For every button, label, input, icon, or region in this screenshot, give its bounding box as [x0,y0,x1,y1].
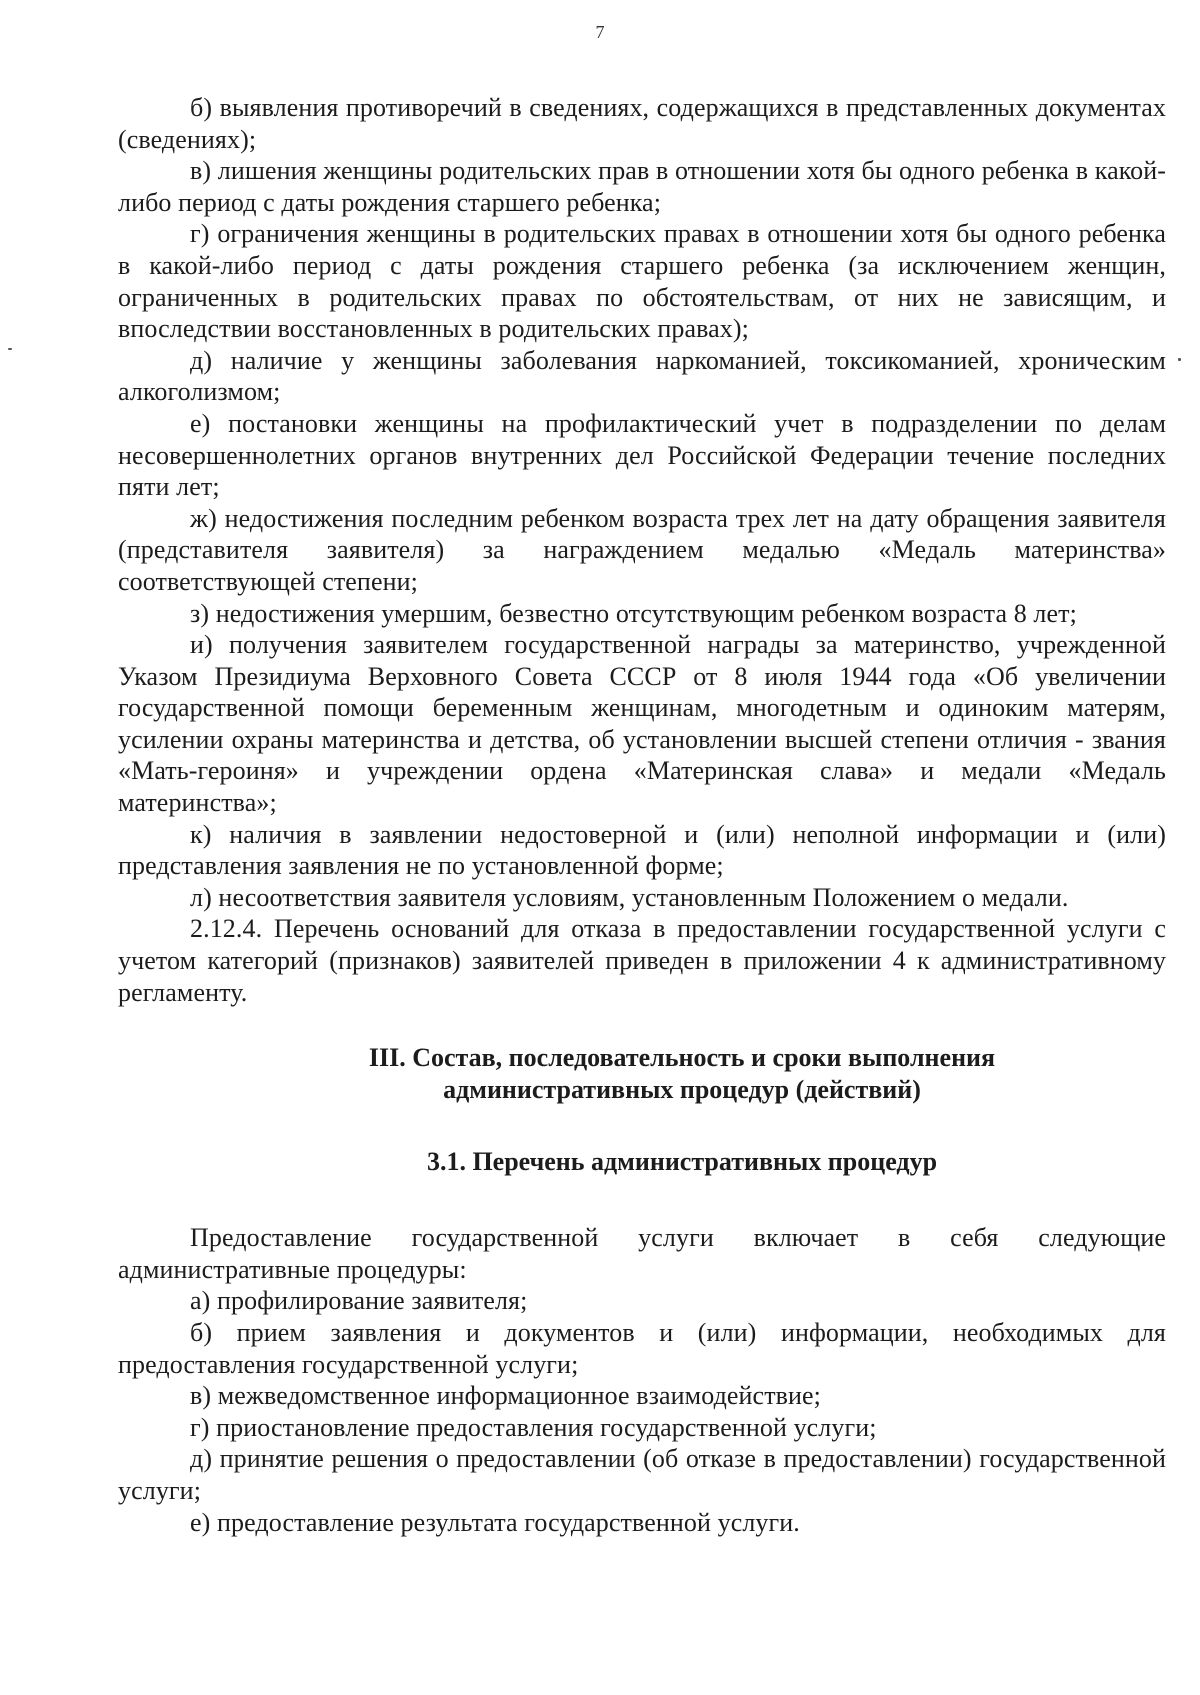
scan-speck [1178,358,1181,361]
list-item: в) межведомственное информационное взаимодействие; [190,1381,822,1411]
scan-speck [8,348,12,350]
list-item: д) наличие у женщины заболевания наркоманией, токсикоманией, хроническим алкоголизмом; [118,345,1166,407]
grounds-list [118,92,1166,1008]
section-heading-line2: административных процедур (действий) [443,1075,921,1105]
list-item: а) профилирование заявителя; [190,1286,528,1316]
list-item: и) получения заявителем государственной награды за материнство, учрежденной Указом Президиума Верховного Совета СССР от 8 июля 1944 года «Об увеличении государственной помощи беременным женщинам, многодетным и одиноким матерям, усилении охраны материнства и детства, об установлении высшей степени отличия - звания «Мать-героиня» и учреждении ордена «Материнская слава» и медали «Медаль материнства»; [118,630,1166,818]
list-item: г) ограничения женщины в родительских правах в отношении хотя бы одного ребенка в какой-либо период с даты рождения старшего ребенка (за исключением женщин, ограниченных в родительских правах по обстоятельствам, от них не зависящим, и впоследствии восстановленных в родительских правах); [118,219,1166,344]
list-item: в) лишения женщины родительских прав в отношении хотя бы одного ребенка в какой-либо период с даты рождения старшего ребенка; [118,156,1166,217]
list-item: б) прием заявления и документов и (или) информации, необходимых для предоставления государственной услуги; [118,1318,1166,1379]
list-item: з) недостижения умершим, безвестно отсутствующим ребенком возраста 8 лет; [190,598,1077,628]
section-heading-line1: III. Состав, последовательность и сроки выполнения [368,1043,996,1073]
clause-paragraph: 2.12.4. Перечень оснований для отказа в предоставлении государственной услуги с учетом категорий (признаков) заявителей приведен в приложении 4 к административному регламенту. [118,914,1166,1007]
list-item: к) наличия в заявлении недостоверной и (или) неполной информации и (или) представления заявления не по установленной форме; [118,819,1166,881]
section-heading [198,1042,1166,1106]
list-item: е) постановки женщины на профилактический учет в подразделении по делам несовершеннолетних органов внутренних дел Российской Федерации течение последних пяти лет; [118,408,1166,502]
list-item: г) приостановление предоставления государственной услуги; [190,1412,877,1442]
list-item: е) предоставление результата государственной услуги. [190,1507,800,1537]
intro-paragraph: Предоставление государственной услуги включает в себя следующие административные процедуры: [118,1223,1166,1284]
subsection-heading: 3.1. Перечень административных процедур [426,1147,938,1177]
list-item: б) выявления противоречий в сведениях, содержащихся в представленных документах (сведениях); [118,93,1166,154]
list-item: л) несоответствия заявителя условиям, установленным Положением о медали. [190,882,1069,912]
document-body [118,92,1166,1538]
list-item: ж) недостижения последним ребенком возраста трех лет на дату обращения заявителя (представителя заявителя) за награждением медалью «Медаль материнства» соответствующей степени; [118,503,1166,596]
page-number: 7 [595,22,605,42]
procedures-list [118,1222,1166,1538]
list-item: д) принятие решения о предоставлении (об отказе в предоставлении) государственной услуги; [118,1444,1166,1505]
